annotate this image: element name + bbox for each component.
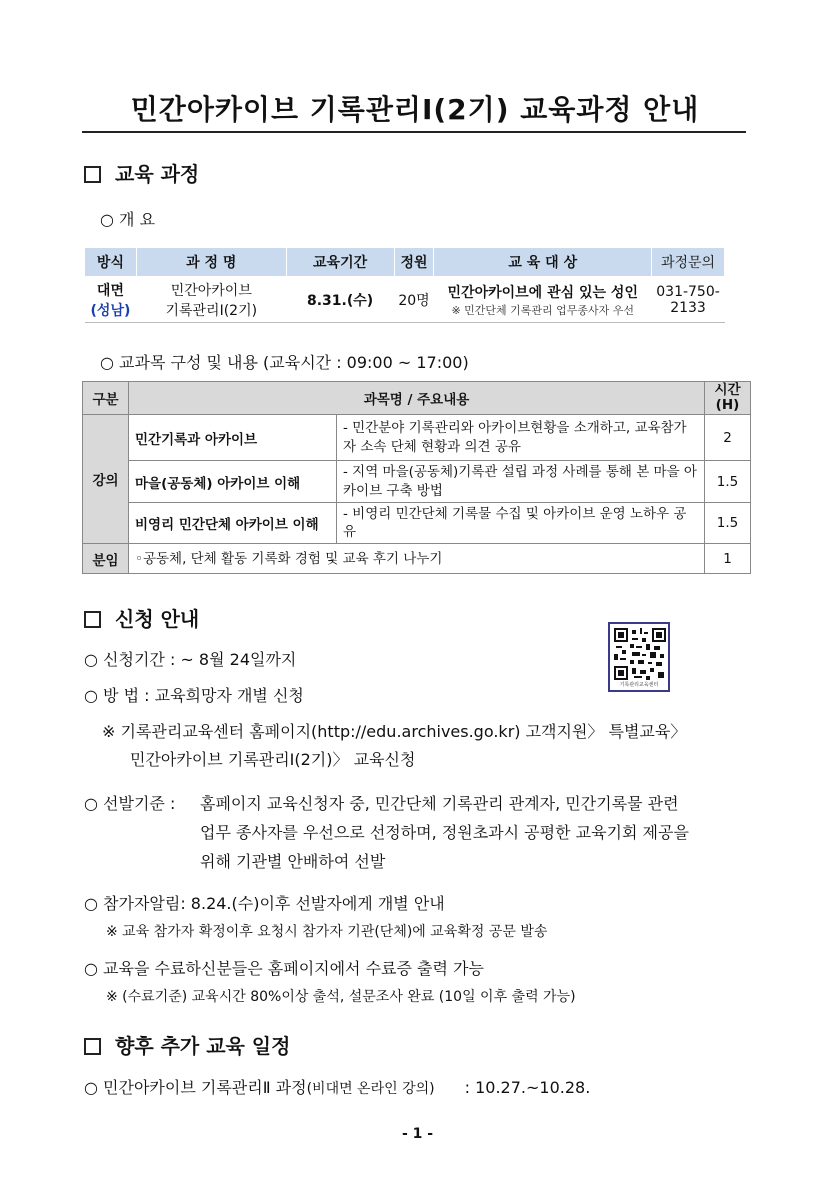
table-row: [83, 415, 751, 461]
group-hours: 1: [705, 544, 751, 574]
subject-desc: - 민간분야 기록관리와 아카이브현황을 소개하고, 교육참가자 소속 단체 현황과 의견 공유: [337, 415, 705, 461]
checkbox-square-icon: [84, 611, 101, 628]
criteria-label: ○ 선발기준 :: [84, 794, 176, 813]
capacity-cell: 20명: [394, 277, 434, 323]
criteria-line2: 업무 종사자를 우선으로 선정하며, 정원초과시 공평한 교육기회 제공을: [200, 823, 689, 842]
section-heading-future: 향후 추가 교육 일정: [84, 1030, 290, 1059]
overview-header-row: [85, 248, 725, 277]
table-header: 과목명 / 주요내용: [129, 382, 705, 415]
document-title: 민간아카이브 기록관리Ⅰ(2기) 교육과정 안내: [130, 93, 700, 126]
overview-label: ○ 개 요: [100, 210, 156, 229]
subject-name: 비영리 민간단체 아카이브 이해: [129, 503, 337, 544]
table-header: 방식: [85, 248, 137, 277]
table-row: [83, 503, 751, 544]
completion-note: ※ (수료기준) 교육시간 80%이상 출석, 설문조사 완료 (10일 이후 출력 가능): [106, 989, 576, 1005]
mode-cell: 대면 (성남): [85, 277, 137, 323]
table-header: 과정문의: [652, 248, 725, 277]
overview-table: [84, 247, 725, 323]
course-cell: 민간아카이브 기록관리Ⅰ(2기): [136, 277, 286, 323]
future-mode: (비대면 온라인 강의): [306, 1081, 435, 1097]
table-header: 교 육 대 상: [434, 248, 652, 277]
table-header: 정원: [394, 248, 434, 277]
group-desc: ◦공동체, 단체 활동 기록화 경험 및 교육 후기 나누기: [129, 544, 705, 574]
table-header: 교육기간: [286, 248, 394, 277]
table-header: 시간 (H): [705, 382, 751, 415]
participant-notice-note: ※ 교육 참가자 확정이후 요청시 참가자 기관(단체)에 교육확정 공문 발송: [106, 924, 548, 940]
subject-desc: - 비영리 민간단체 기록물 수집 및 아카이브 운영 노하우 공유: [337, 503, 705, 544]
subject-desc: - 지역 마을(공동체)기록관 설립 과정 사례를 통해 본 마을 아카이브 구축 방법: [337, 461, 705, 503]
qr-caption: 기록관리교육센터: [619, 682, 659, 688]
qr-code-icon: [614, 628, 666, 680]
checkbox-square-icon: [84, 166, 101, 183]
title-divider: [82, 131, 746, 133]
curriculum-table: [82, 381, 751, 574]
criteria-line1: 홈페이지 교육신청자 중, 민간단체 기록관리 관계자, 민간기록물 관련: [200, 794, 679, 813]
future-course: ○ 민간아카이브 기록관리Ⅱ 과정(비대면 온라인 강의) : 10.27.~10.28.: [84, 1078, 591, 1097]
qr-code[interactable]: [608, 622, 670, 692]
application-period: ○ 신청기간 : ~ 8월 24일까지: [84, 650, 297, 669]
future-dates: : 10.27.~10.28.: [464, 1078, 591, 1097]
completion-info: ○ 교육을 수료하신분들은 홈페이지에서 수료증 출력 가능: [84, 959, 484, 978]
table-header: 구분: [83, 382, 129, 415]
table-header: 과 정 명: [136, 248, 286, 277]
subject-name: 마을(공동체) 아카이브 이해: [129, 461, 337, 503]
target-cell: 민간아카이브에 관심 있는 성인 ※ 민간단체 기록관리 업무종사자 우선: [434, 277, 652, 323]
lecture-label: 강의: [83, 415, 129, 544]
subject-name: 민간기록과 아카이브: [129, 415, 337, 461]
application-method: ○ 방 법 : 교육희망자 개별 신청: [84, 686, 304, 705]
section-heading-application: 신청 안내: [84, 603, 199, 632]
curriculum-label: ○ 교과목 구성 및 내용 (교육시간 : 09:00 ~ 17:00): [100, 353, 469, 372]
application-note-line1: ※ 기록관리교육센터 홈페이지(http://edu.archives.go.kr) 고객지원〉 특별교육〉: [102, 722, 687, 741]
subject-hours: 2: [705, 415, 751, 461]
group-label: 분임: [83, 544, 129, 574]
table-row: [83, 544, 751, 574]
period-cell: 8.31.(수): [286, 277, 394, 323]
application-note-line2: 민간아카이브 기록관리Ⅰ(2기)〉 교육신청: [130, 750, 416, 769]
checkbox-square-icon: [84, 1038, 101, 1055]
page-number: - 1 -: [401, 1126, 434, 1142]
curriculum-header-row: [83, 382, 751, 415]
subject-hours: 1.5: [705, 503, 751, 544]
criteria-line3: 위해 기관별 안배하여 선발: [200, 852, 386, 871]
subject-hours: 1.5: [705, 461, 751, 503]
table-row: [83, 461, 751, 503]
participant-notice: ○ 참가자알림: 8.24.(수)이후 선발자에게 개별 안내: [84, 894, 445, 913]
contact-cell: 031-750- 2133: [652, 277, 725, 323]
overview-data-row: [85, 277, 725, 323]
section-heading-course: 교육 과정: [84, 158, 199, 187]
